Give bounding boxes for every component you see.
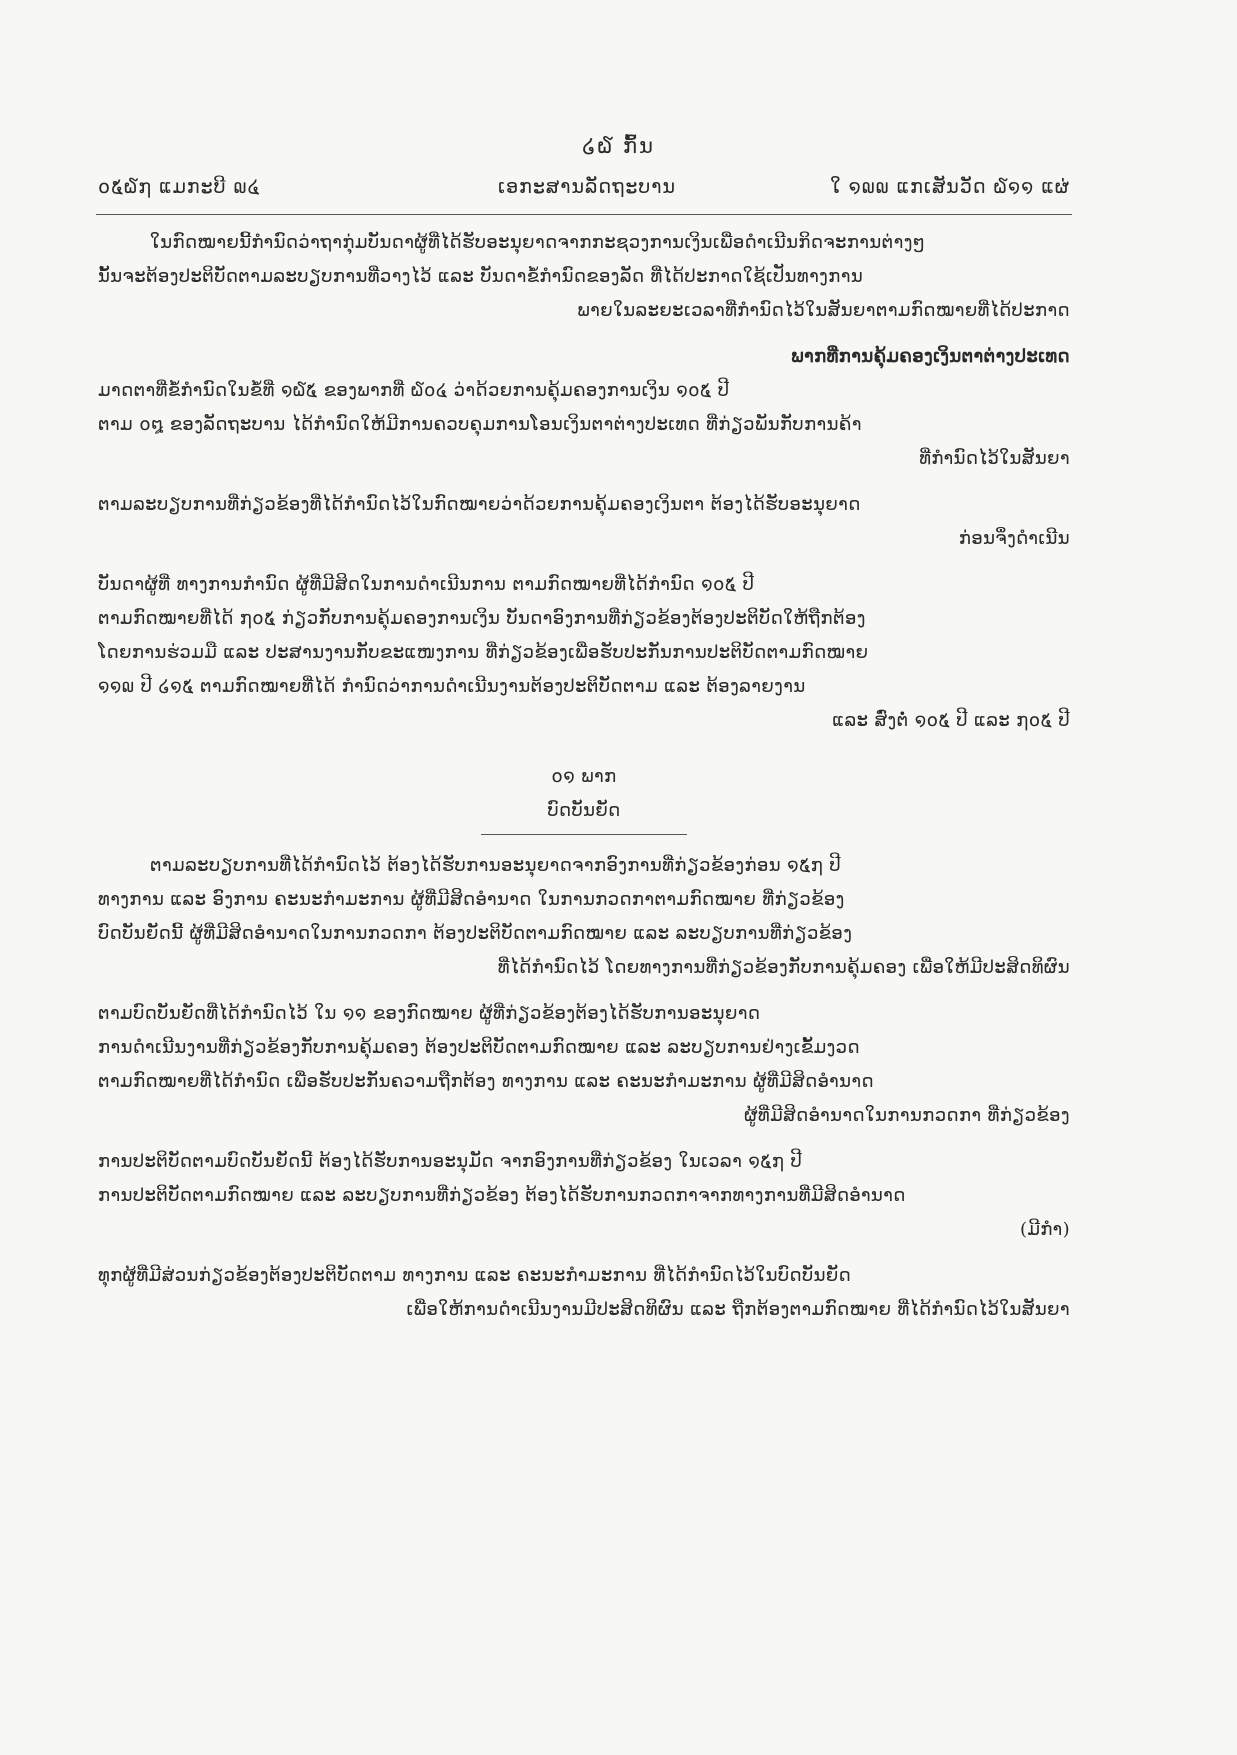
chapter-title: ບົດບັນຍັດ [547,800,621,821]
text-line: ທຸກຜູ້ທີ່ມີສ່ວນກ່ຽວຂ້ອງຕ້ອງປະຕິບັດຕາມ ທາງການ ແລະ ຄະນະກຳມະການ ທີ່ໄດ້ກຳນົດໄວ້ໃນບົດບັນຍັດ [98,1265,852,1286]
text-line: ເພື່ອໃຫ້ການດຳເນີນງານມີປະສິດທິຜົນ ແລະ ຖືກຕ້ອງຕາມກົດໝາຍ ທີ່ໄດ້ກຳນົດໄວ້ໃນສັນຍາ [406,1299,1070,1320]
running-header-center: ເອກະສານລັດຖະບານ [498,176,676,198]
text-line: ໃນກົດໝາຍນີ້ກຳນົດວ່າຖາກຸ່ມບັນດາຜູ້ທີ່ໄດ້ຮັບອະນຸຍາດຈາກກະຊວງການເງິນເພື່ອດຳເນີນກິດຈະການຕ່າງໆ [150,232,926,253]
text-line: ຕາມ ໐໘ ຂອງລັດຖະບານ ໄດ້ກຳນົດໃຫ້ມີການຄວບຄຸມການໂອນເງິນຕາຕ່າງປະເທດ ທີ່ກ່ຽວພັນກັບການຄ້າ [98,414,862,435]
text-line: ໑໑໙ ປີ ໒໑໕ ຕາມກົດໝາຍທີ່ໄດ້ ກຳນົດວ່າການດຳເນີນງານຕ້ອງປະຕິບັດຕາມ ແລະ ຕ້ອງລາຍງານ [98,676,806,697]
header-divider [96,214,1072,215]
text-line: ທີ່ໄດ້ກຳນົດໄວ້ ໂດຍທາງການທີ່ກ່ຽວຂ້ອງກັບການຄຸ້ມຄອງ ເພື່ອໃຫ້ມີປະສິດທິຜົນ [497,957,1070,978]
text-line: ຕາມກົດໝາຍທີ່ໄດ້ ໗໐໕ ກ່ຽວກັບການຄຸ້ມຄອງການເງິນ ບັນດາອົງການທີ່ກ່ຽວຂ້ອງຕ້ອງປະຕິບັດໃຫ້ຖືກຕ້ອງ [98,608,866,629]
page-number: ໒໖ ກົ້ນ [582,134,655,158]
text-line: ທາງການ ແລະ ອົງການ ຄະນະກຳມະການ ຜູ້ທີ່ມີສິດອຳນາດ ໃນການກວດກາຕາມກົດໝາຍ ທີ່ກ່ຽວຂ້ອງ [98,889,845,910]
text-line: ການດຳເນີນງານທີ່ກ່ຽວຂ້ອງກັບການຄຸ້ມຄອງ ຕ້ອງປະຕິບັດຕາມກົດໝາຍ ແລະ ລະບຽບການຢ່າງເຂັ້ມງວດ [98,1037,860,1058]
running-header-right: ໃ ໑໙໙ ແກເສັນວັດ ໖໑໑ ແຜ່ [830,176,1070,198]
text-line: ມາດຕາທີ່ຂໍ້ກຳນົດໃນຂໍ້ທີ່ ໑໖໕ ຂອງພາກທີ່ ໖໐໔ ວ່າດ້ວຍການຄຸ້ມຄອງການເງິນ ໑໐໕ ປີ [98,380,730,401]
running-header [98,176,1070,206]
text-line: ນັ້ນຈະຕ້ອງປະຕິບັດຕາມລະບຽບການທີ່ວາງໄວ້ ແລະ ບັນດາຂໍ້ກຳນົດຂອງລັດ ທີ່ໄດ້ປະກາດໃຊ້ເປັນທາງການ [98,266,864,287]
text-line: ການປະຕິບັດຕາມກົດໝາຍ ແລະ ລະບຽບການທີ່ກ່ຽວຂ້ອງ ຕ້ອງໄດ້ຮັບການກວດກາຈາກທາງການທີ່ມີສິດອຳນາດ [98,1185,906,1206]
section-heading: ພາກທີ່ການຄຸ້ມຄອງເງິນຕາຕ່າງປະເທດ [791,346,1070,367]
text-line: ຕາມລະບຽບການທີ່ໄດ້ກຳນົດໄວ້ ຕ້ອງໄດ້ຮັບການອະນຸຍາດຈາກອົງການທີ່ກ່ຽວຂ້ອງກ່ອນ ໑໕໗ ປີ [150,855,841,876]
text-line: ກ່ອນຈຶ່ງດຳເນີນ [958,528,1070,549]
text-line: ທີ່ກຳນົດໄວ້ໃນສັນຍາ [919,448,1070,469]
text-line: (ມີກຳ) [1019,1219,1070,1240]
text-line: ແລະ ສົ່ງຕໍ່ ໑໐໕ ປີ ແລະ ໗໐໕ ປີ [832,710,1070,731]
running-header-left: ໐໕໖໗ ແມກະບີ ໙໔ [98,176,261,198]
chapter-divider [481,834,687,835]
text-line: ຕາມລະບຽບການທີ່ກ່ຽວຂ້ອງທີ່ໄດ້ກຳນົດໄວ້ໃນກົດໝາຍວ່າດ້ວຍການຄຸ້ມຄອງເງິນຕາ ຕ້ອງໄດ້ຮັບອະນຸຍາດ [98,494,861,515]
text-line: ຕາມກົດໝາຍທີ່ໄດ້ກຳນົດ ເພື່ອຮັບປະກັນຄວາມຖືກຕ້ອງ ທາງການ ແລະ ຄະນະກຳມະການ ຜູ້ທີ່ມີສິດອຳນາດ [98,1071,874,1092]
text-line: ການປະຕິບັດຕາມບົດບັນຍັດນີ້ ຕ້ອງໄດ້ຮັບການອະນຸມັດ ຈາກອົງການທີ່ກ່ຽວຂ້ອງ ໃນເວລາ ໑໕໗ ປີ [98,1151,803,1172]
text-line: ບົດບັນຍັດນີ້ ຜູ້ທີ່ມີສິດອຳນາດໃນການກວດກາ ຕ້ອງປະຕິບັດຕາມກົດໝາຍ ແລະ ລະບຽບການທີ່ກ່ຽວຂ້ອງ [98,923,853,944]
text-line: ບັນດາຜູ້ທີ່ ທາງການກຳນົດ ຜູ້ທີ່ມີສິດໃນການດຳເນີນການ ຕາມກົດໝາຍທີ່ໄດ້ກຳນົດ ໑໐໕ ປີ [98,574,755,595]
document-body [98,226,1070,1327]
chapter-number: ໐໑ ພາກ [551,766,617,787]
text-line: ພາຍໃນລະຍະເວລາທີ່ກຳນົດໄວ້ໃນສັນຍາຕາມກົດໝາຍທີ່ໄດ້ປະກາດ [577,300,1070,321]
text-line: ຕາມບົດບັນຍັດທີ່ໄດ້ກຳນົດໄວ້ ໃນ ໑໑ ຂອງກົດໝາຍ ຜູ້ທີ່ກ່ຽວຂ້ອງຕ້ອງໄດ້ຮັບການອະນຸຍາດ [98,1003,761,1024]
text-line: ຜູ້ທີ່ມີສິດອຳນາດໃນການກວດກາ ທີ່ກ່ຽວຂ້ອງ [744,1105,1070,1126]
text-line: ໂດຍການຮ່ວມມື ແລະ ປະສານງານກັບຂະແໜງການ ທີ່ກ່ຽວຂ້ອງເພື່ອຮັບປະກັນການປະຕິບັດຕາມກົດໝາຍ [98,642,869,663]
